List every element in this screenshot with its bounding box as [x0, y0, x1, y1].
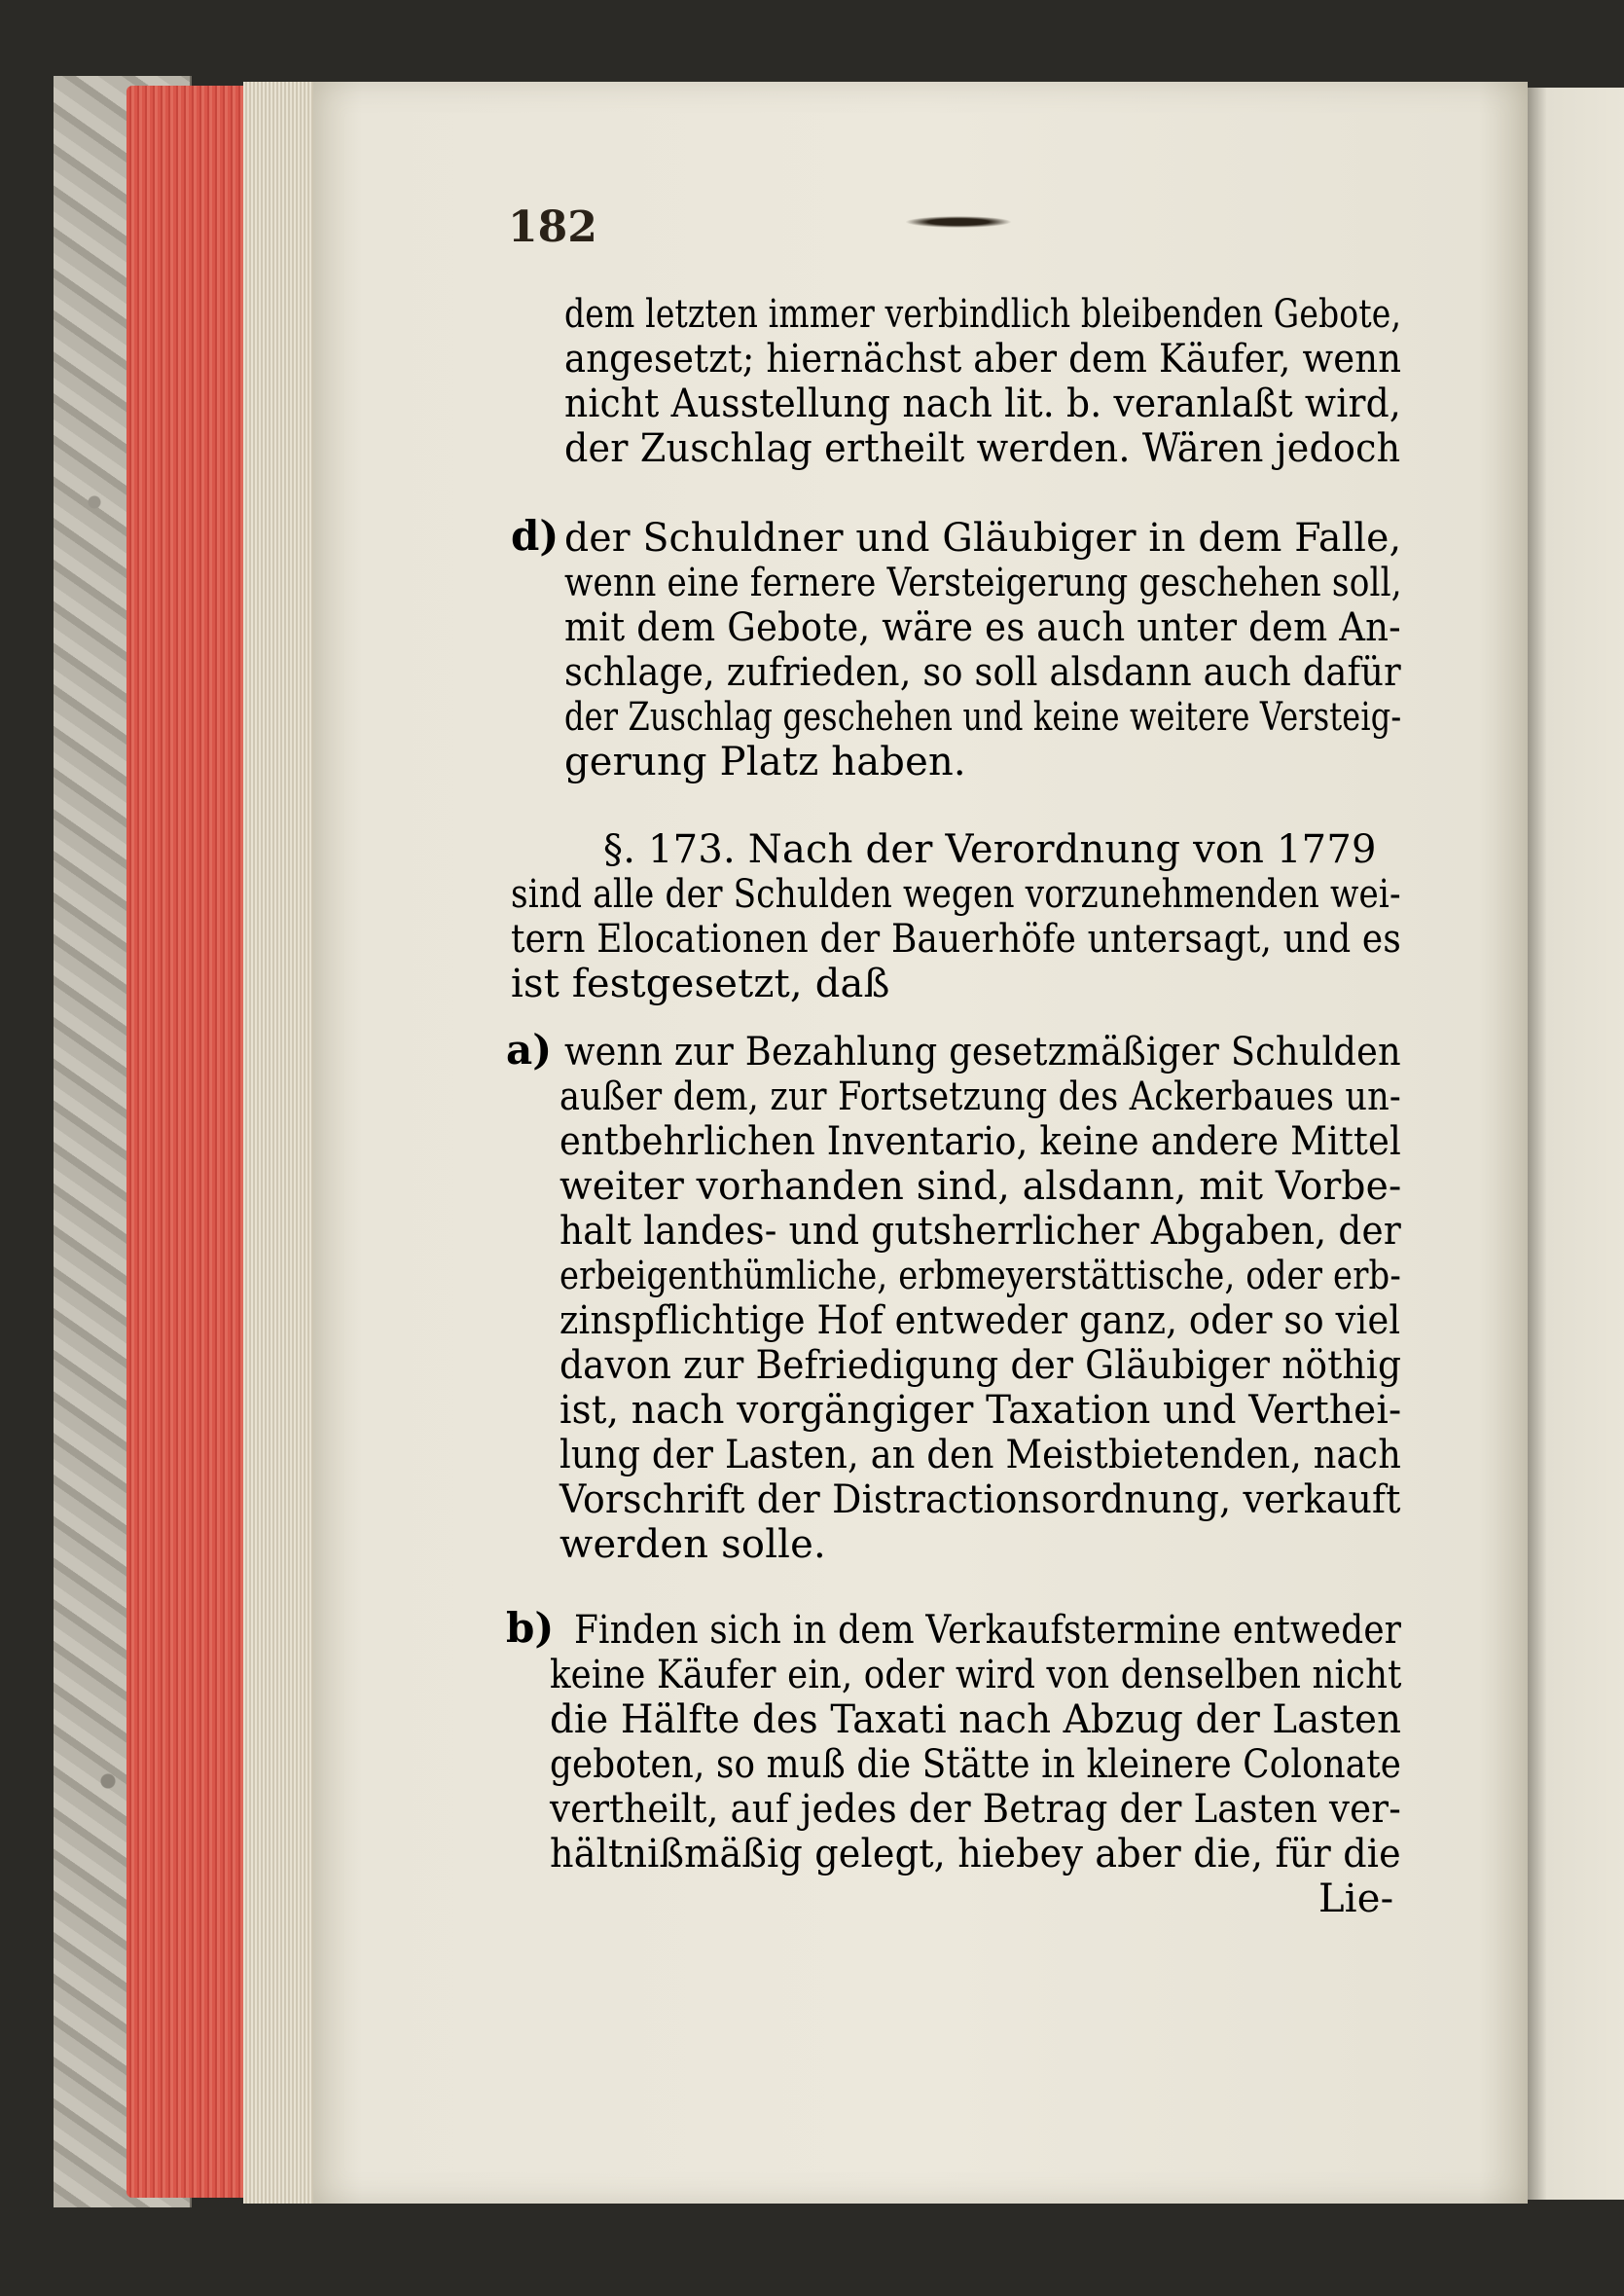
text-line: außer dem, zur Fortsetzung des Ackerbaues un- — [559, 1075, 1401, 1119]
text-line: der Zuschlag ertheilt werden. Wären jedoch — [564, 426, 1401, 471]
page-edges-stack — [243, 82, 316, 2204]
section-heading-line: §. 173. Nach der Verordnung von 1779 — [603, 827, 1377, 872]
text-line: die Hälfte des Taxati nach Abzug der Lasten — [550, 1697, 1402, 1742]
text-line: hältnißmäßig gelegt, hiebey aber die, für die — [550, 1832, 1401, 1877]
text-line: lung der Lasten, an den Meistbietenden, nach — [559, 1433, 1402, 1477]
text-line: davon zur Befriedigung der Gläubiger nöthig — [559, 1343, 1402, 1388]
text-line: vertheilt, auf jedes der Betrag der Lasten ver- — [550, 1787, 1401, 1832]
text-line: wenn eine fernere Versteigerung geschehen soll, — [564, 561, 1402, 605]
text-line: Finden sich in dem Verkaufstermine entweder — [574, 1608, 1402, 1653]
facing-page-edge — [1528, 88, 1624, 2200]
text-line: keine Käufer ein, oder wird von denselben nicht — [550, 1653, 1402, 1697]
text-line: der Zuschlag geschehen und keine weitere Versteig- — [564, 695, 1402, 740]
text-line: sind alle der Schulden wegen vorzunehmenden wei- — [511, 872, 1401, 917]
text-line: der Schuldner und Gläubiger in dem Falle, — [564, 516, 1402, 561]
text-line: nicht Ausstellung nach lit. b. veranlaßt wird, — [564, 382, 1401, 426]
item-marker-b: b) — [506, 1604, 555, 1652]
text-line: ist, nach vorgängiger Taxation und Verthei- — [559, 1388, 1402, 1433]
text-line: halt landes- und gutsherrlicher Abgaben, der — [559, 1209, 1401, 1254]
text-line: geboten, so muß die Stätte in kleinere Colonate — [550, 1742, 1402, 1787]
text-line: mit dem Gebote, wäre es auch unter dem An- — [564, 605, 1401, 650]
catchword: Lie- — [1318, 1877, 1394, 1921]
text-line: werden solle. — [559, 1522, 826, 1567]
text-line: schlage, zufrieden, so soll alsdann auch dafür — [564, 650, 1401, 695]
text-line: entbehrlichen Inventario, keine andere Mittel — [559, 1119, 1401, 1164]
text-line: zinspflichtige Hof entweder ganz, oder so viel — [559, 1298, 1401, 1343]
header-ornament — [905, 216, 1012, 228]
text-line: tern Elocationen der Bauerhöfe untersagt, und es — [511, 917, 1401, 962]
text-line: ist festgesetzt, daß — [511, 962, 890, 1006]
page-number: 182 — [508, 202, 597, 252]
text-line: angesetzt; hiernächst aber dem Käufer, wenn — [564, 337, 1402, 382]
text-line: wenn zur Bezahlung gesetzmäßiger Schulden — [564, 1030, 1401, 1075]
item-marker-d: d) — [511, 512, 559, 560]
item-marker-a: a) — [506, 1026, 553, 1074]
text-line: weiter vorhanden sind, alsdann, mit Vorbe- — [559, 1164, 1402, 1209]
text-line: Vorschrift der Distractionsordnung, verkauft — [559, 1477, 1401, 1522]
text-line: dem letzten immer verbindlich bleibenden Gebote, — [564, 292, 1402, 337]
text-line: erbeigenthümliche, erbmeyerstättische, oder erb- — [559, 1254, 1401, 1298]
text-line: gerung Platz haben. — [564, 740, 966, 784]
